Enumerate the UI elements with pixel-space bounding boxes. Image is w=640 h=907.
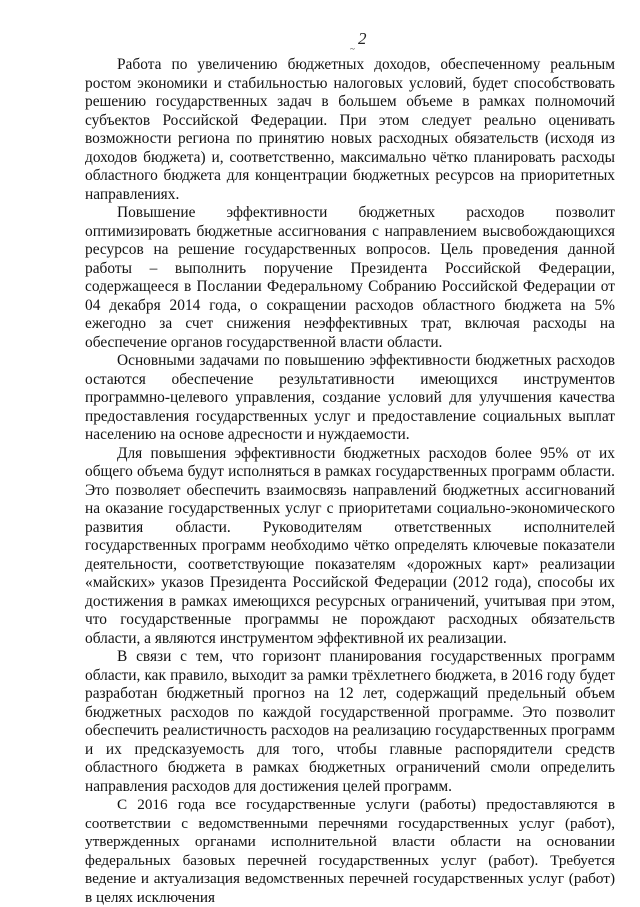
paragraph-5: В связи с тем, что горизонт планирования государственных программ области, как правило, выходит за рамки трёхлетнего бюджета, в 2016 году будет разработан бюджетный прогноз на 12 лет, содержащий предельный объем бюджетных расходов по каждой государственной программе. Это позволит обеспечить реалистичность расходов на реализацию государственных программ и их предсказуемость для того, чтобы главные распорядители средств областного бюджета в рамках бюджетных ограничений смоли определить направления расходов для достижения целей программ. [85,648,615,795]
paragraph-1: Работа по увеличению бюджетных доходов, обеспеченному реальным ростом экономики и стабильностью налоговых условий, будет способствовать решению государственных задач в большем объеме в рамках полномочий субъектов Российской Федерации. При этом следует реально оценивать возможности региона по принятию новых расходных обязательств (исходя из доходов бюджета) и, соответственно, максимально чётко планировать расходы областного бюджета для концентрации бюджетных ресурсов на приоритетных направлениях. [85,56,615,203]
paragraph-2: Повышение эффективности бюджетных расходов позволит оптимизировать бюджетные ассигнования с направлением высвобождающихся ресурсов на решение государственных вопросов. Цель проведения данной работы – выполнить поручение Президента Российской Федерации, содержащееся в Послании Федеральному Собранию Российской Федерации от 04 декабря 2014 года, о сокращении расходов областного бюджета на 5% ежегодно за счет снижения неэффективных трат, включая расходы на обеспечение органов государственной власти области. [85,204,615,351]
paragraph-6: С 2016 года все государственные услуги (работы) предоставляются в соответствии с ведомственными перечнями государственных услуг (работ), утвержденных органами исполнительной власти области на основании федеральных базовых перечней государственных услуг (работ). Требуется ведение и актуализация ведомственных перечней государственных услуг (работ) в целях исключения [85,796,615,906]
body-text [85,56,615,907]
page-number: 2 [358,29,367,48]
paragraph-4: Для повышения эффективности бюджетных расходов более 95% от их общего объема будут исполняться в рамках государственных программ области. Это позволяет обеспечить взаимосвязь направлений бюджетных ассигнований на оказание государственных услуг с приоритетами социально-экономического развития области. Руководителям ответственных исполнителей государственных программ необходимо чётко определять ключевые показатели деятельности, соответствующие показателям «дорожных карт» реализации «майских» указов Президента Российской Федерации (2012 года), способы их достижения в рамках имеющихся ресурсных ограничений, учитывая при этом, что государственные программы не порождают расходных обязательств области, а являются инструментом эффективной их реализации. [85,444,615,647]
page-mark: ~ [350,44,355,54]
paragraph-3: Основными задачами по повышению эффективности бюджетных расходов остаются обеспечение результативности имеющихся инструментов программно-целевого управления, создание условий для улучшения качества предоставления государственных услуг и предоставление социальных выплат населению на основе адресности и нуждаемости. [85,352,615,443]
